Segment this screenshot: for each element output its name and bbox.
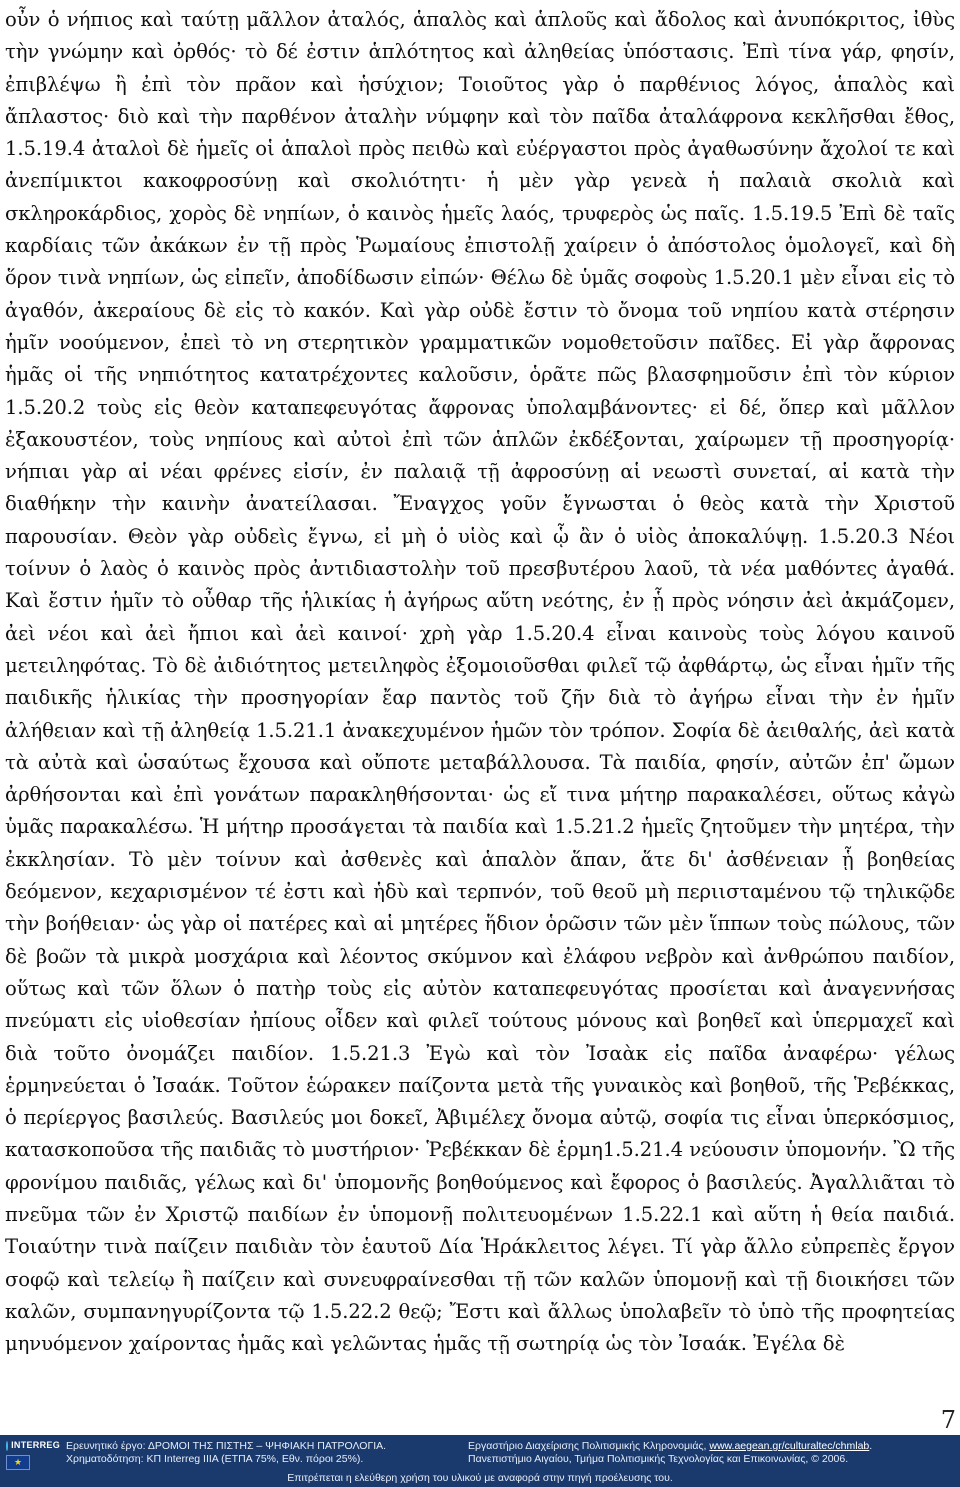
footer-lab-info [468, 1440, 948, 1466]
footer-logos [6, 1439, 60, 1467]
footer [0, 1435, 960, 1487]
footer-project-info [66, 1440, 406, 1466]
interreg-logo [6, 1439, 60, 1452]
university-line: Πανεπιστήμιο Αιγαίου, Τμήμα Πολιτισμικής Τεχνολογίας και Επικοινωνίας, © 2006. [468, 1453, 849, 1465]
project-line: Ερευνητικό έργο: ΔΡΟΜΟΙ ΤΗΣ ΠΙΣΤΗΣ – ΨΗΦΙΑΚΗ ΠΑΤΡΟΛΟΓΙΑ. [66, 1440, 387, 1452]
funding-line: Χρηματοδότηση: ΚΠ Interreg IIIA (ΕΤΠΑ 75%, Εθν. πόροι 25%). [66, 1453, 364, 1465]
lab-line-prefix: Εργαστήριο Διαχείρισης Πολιτισμικής Κληρονομιάς, [468, 1440, 710, 1452]
permission-line: Επιτρέπεται η ελεύθερη χρήση του υλικού με αναφορά στην πηγή προέλευσης του. [287, 1472, 673, 1484]
lab-line-suffix: . [869, 1440, 873, 1452]
page-number: 7 [940, 1406, 956, 1434]
lab-website-link[interactable]: www.aegean.gr/culturaltec/chmlab [709, 1440, 870, 1452]
document-page [5, 4, 955, 1404]
lab-line [468, 1440, 948, 1453]
interreg-logo-icon [6, 1441, 8, 1451]
eu-flag-icon: ★ [6, 1455, 30, 1470]
interreg-logo-text: INTERREG [11, 1440, 60, 1450]
body-paragraph: οὖν ὁ νήπιος καὶ ταύτῃ μᾶλλον ἀταλός, ἁπαλὸς καὶ ἁπλοῦς καὶ ἄδολος καὶ ἀνυπόκριτος, ἰθὺς τὴν γνώμην καὶ ὀρθός· τὸ δέ ἐστιν ἁπλότητος καὶ ἀληθείας ὑπόστασις. Ἐπὶ τίνα γάρ, φησίν, ἐπιβλέψω ἢ ἐπὶ τὸν πρᾶον καὶ ἡσύχιον; Τοιοῦτος γὰρ ὁ παρθένιος λόγος, ἁπαλὸς καὶ ἄπλαστος· διὸ καὶ τὴν παρθένον ἀταλὴν νύμφην καὶ τὸν παῖδα ἀταλάφρονα κεκλῆσθαι ἔθος, 1.5.19.4 ἀταλοὶ δὲ ἡμεῖς οἱ ἁπαλοὶ πρὸς πειθὼ καὶ εὐέργαστοι πρὸς ἀγαθωσύνην ἄχολοί τε καὶ ἀνεπίμικτοι κακοφροσύνῃ καὶ σκολιότητι· ἡ μὲν γὰρ γενεὰ ἡ παλαιὰ σκολιὰ καὶ σκληροκάρδιος, χορὸς δὲ νηπίων, ὁ καινὸς ἡμεῖς λαός, τρυφερὸς ὡς παῖς. 1.5.19.5 Ἐπὶ δὲ ταῖς καρδίαις τῶν ἀκάκων ἐν τῇ πρὸς Ῥωμαίους ἐπιστολῇ χαίρειν ὁ ἀπόστολος ὁμολογεῖ, καὶ δὴ ὅρον τινὰ νηπίων, ὡς εἰπεῖν, ἀποδίδωσιν εἰπών· Θέλω δὲ ὑμᾶς σοφοὺς 1.5.20.1 μὲν εἶναι εἰς τὸ ἀγαθόν, ἀκεραίους δὲ εἰς τὸ κακόν. Καὶ γὰρ οὐδὲ ἔστιν τὸ ὄνομα τοῦ νηπίου κατὰ στέρησιν ἡμῖν νοούμενον, ἐπεὶ τὸ νη στερητικὸν γραμματικῶν νομοθετοῦσιν παῖδες. Εἰ γὰρ ἄφρονας ἡμᾶς οἱ τῆς νηπιότητος κατατρέχοντες καλοῦσιν, ὁρᾶτε πῶς βλασφημοῦσιν ἐπὶ τὸν κύριον 1.5.20.2 τοὺς εἰς θεὸν καταπεφευγότας ἄφρονας ὑπολαμβάνοντες· εἰ δέ, ὅπερ καὶ μᾶλλον ἐξακουστέον, τοὺς νηπίους καὶ αὐτοὶ ἐπὶ τῶν ἁπλῶν ἐκδέξονται, χαίρωμεν τῇ προσηγορίᾳ· νήπιαι γὰρ αἱ νέαι φρένες εἰσίν, ἐν παλαιᾷ τῇ ἀφροσύνῃ αἱ νεωστὶ συνεταί, αἱ κατὰ τὴν διαθήκην τὴν καινὴν ἀνατείλασαι. Ἔναγχος γοῦν ἔγνωσται ὁ θεὸς κατὰ τὴν Χριστοῦ παρουσίαν. Θεὸν γὰρ οὐδεὶς ἔγνω, εἰ μὴ ὁ υἱὸς καὶ ᾧ ἂν ὁ υἱὸς ἀποκαλύψῃ. 1.5.20.3 Νέοι τοίνυν ὁ λαὸς ὁ καινὸς πρὸς ἀντιδιαστολὴν τοῦ πρεσβυτέρου λαοῦ, τὰ νέα μαθόντες ἀγαθά. Καὶ ἔστιν ἡμῖν τὸ οὖθαρ τῆς ἡλικίας ἡ ἀγήρως αὕτη νεότης, ἐν ᾗ πρὸς νόησιν ἀεὶ ἀκμάζομεν, ἀεὶ νέοι καὶ ἀεὶ ἤπιοι καὶ ἀεὶ καινοί· χρὴ γὰρ 1.5.20.4 εἶναι καινοὺς τοὺς λόγου καινοῦ μετειληφότας. Τὸ δὲ ἀιδιότητος μετειληφὸς ἐξομοιοῦσθαι φιλεῖ τῷ ἀφθάρτῳ, ὡς εἶναι ἡμῖν τῆς παιδικῆς ἡλικίας τὴν προσηγορίαν ἔαρ παντὸς τοῦ ζῆν διὰ τὸ ἀγήρω εἶναι τὴν ἐν ἡμῖν ἀλήθειαν καὶ τῇ ἀληθείᾳ 1.5.21.1 ἀνακεχυμένον ἡμῶν τὸν τρόπον. Σοφία δὲ ἀειθαλής, ἀεὶ κατὰ τὰ αὐτὰ καὶ ὡσαύτως ἔχουσα καὶ οὔποτε μεταβάλλουσα. Τὰ παιδία, φησίν, αὐτῶν ἐπ' ὤμων ἀρθήσονται καὶ ἐπὶ γονάτων παρακληθήσονται· ὡς εἴ τινα μήτηρ παρακαλέσει, οὕτως κἀγὼ ὑμᾶς παρακαλέσω. Ἡ μήτηρ προσάγεται τὰ παιδία καὶ 1.5.21.2 ἡμεῖς ζητοῦμεν τὴν μητέρα, τὴν ἐκκλησίαν. Τὸ μὲν τοίνυν καὶ ἀσθενὲς καὶ ἁπαλὸν ἅπαν, ἅτε δι' ἀσθένειαν ᾗ βοηθείας δεόμενον, κεχαρισμένον τέ ἐστι καὶ ἡδὺ καὶ τερπνόν, τοῦ θεοῦ μὴ περιισταμένου τῷ τηλικῷδε τὴν βοήθειαν· ὡς γὰρ οἱ πατέρες καὶ αἱ μητέρες ἥδιον ὁρῶσιν τῶν μὲν ἵππων τοὺς πώλους, τῶν δὲ βοῶν τὰ μικρὰ μοσχάρια καὶ λέοντος σκύμνον καὶ ἐλάφου νεβρὸν καὶ ἀνθρώπου παιδίον, οὕτως καὶ τῶν ὅλων ὁ πατὴρ τοὺς εἰς αὐτὸν καταπεφευγότας προσίεται καὶ ἀναγεννήσας πνεύματι εἰς υἱοθεσίαν ἠπίους οἶδεν καὶ φιλεῖ τούτους μόνους καὶ βοηθεῖ καὶ ὑπερμαχεῖ καὶ διὰ τοῦτο ὀνομάζει παιδίον. 1.5.21.3 Ἐγὼ καὶ τὸν Ἰσαὰκ εἰς παῖδα ἀναφέρω· γέλως ἑρμηνεύεται ὁ Ἰσαάκ. Τοῦτον ἑώρακεν παίζοντα μετὰ τῆς γυναικὸς καὶ βοηθοῦ, τῆς Ῥεβέκκας, ὁ περίεργος βασιλεύς. Βασιλεύς μοι δοκεῖ, Ἀβιμέλεχ ὄνομα αὐτῷ, σοφία τις εἶναι ὑπερκόσμιος, κατασκοποῦσα τῆς παιδιᾶς τὸ μυστήριον· Ῥεβέκκαν δὲ ἑρμη1.5.21.4 νεύουσιν ὑπομονήν. Ὢ τῆς φρονίμου παιδιᾶς, γέλως καὶ δι' ὑπομονῆς βοηθούμενος καὶ ἔφορος ὁ βασιλεύς. Ἀγαλλιᾶται τὸ πνεῦμα τῶν ἐν Χριστῷ παιδίων ἐν ὑπομονῇ πολιτευομένων 1.5.22.1 καὶ αὕτη ἡ θεία παιδιά. Τοιαύτην τινὰ παίζειν παιδιὰν τὸν ἑαυτοῦ Δία Ἡράκλειτος λέγει. Τί γὰρ ἄλλο εὐπρεπὲς ἔργον σοφῷ καὶ τελείῳ ἢ παίζειν καὶ συνευφραίνεσθαι τῇ τῶν καλῶν ὑπομονῇ καὶ τῇ διοικήσει τῶν καλῶν, συμπανηγυρίζοντα τῷ 1.5.22.2 θεῷ; Ἔστι καὶ ἄλλως ὑπολαβεῖν τὸ ὑπὸ τῆς προφητείας μηνυόμενον χαίροντας ἡμᾶς καὶ γελῶντας ἡμᾶς τῇ σωτηρίᾳ ὡς τὸν Ἰσαάκ. Ἐγέλα δὲ [5, 8, 955, 1356]
